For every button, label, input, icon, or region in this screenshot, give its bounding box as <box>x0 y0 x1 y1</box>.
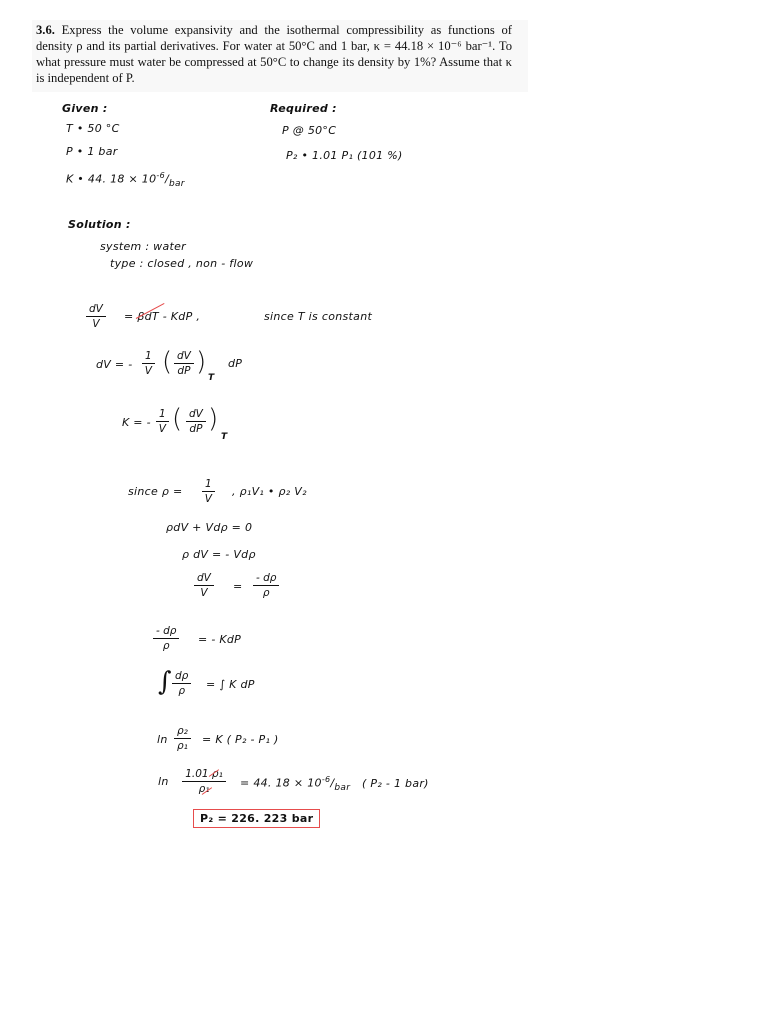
step8-fraction: - dρ ρ <box>153 625 179 652</box>
step4-since: since ρ = <box>128 485 183 498</box>
step3-fraction-dv-dp: dV dP <box>186 408 206 435</box>
step7-fraction-left: dV V <box>194 572 214 599</box>
step4-rhs: , ρ₁V₁ • ρ₂ V₂ <box>232 485 307 498</box>
step8-rhs: = - KdP <box>198 633 242 646</box>
solution-system: system : water <box>100 240 187 253</box>
required-density: P₂ • 1.01 P₁ (101 %) <box>286 149 403 162</box>
step1-fraction: dV V <box>86 303 106 330</box>
step1-equation: = βdT - KdP , <box>124 310 201 323</box>
required-heading: Required : <box>270 102 337 115</box>
step2-fraction-dv-dp: dV dP <box>174 350 194 377</box>
problem-text: Express the volume expansivity and the isothermal compressibility as functions of density ρ and its partial derivatives. For water at 50°C and 1 bar, κ = 44.18 × 10⁻⁶ bar⁻¹. To what pressure must water be compressed at 50°C to change its density by 1%? Assume that κ is independent of P. <box>36 23 512 85</box>
step2-fraction-one-over-v: 1 V <box>142 350 155 377</box>
final-answer: P₂ = 226. 223 bar <box>200 812 314 825</box>
step7-equals: = <box>233 580 243 593</box>
step3-lhs: K = - <box>122 416 151 429</box>
step4-fraction: 1 V <box>202 478 215 505</box>
solution-type: type : closed , non - flow <box>110 257 254 270</box>
step3-fraction-one-over-v: 1 V <box>156 408 169 435</box>
step5-equation: ρdV + Vdρ = 0 <box>166 521 253 534</box>
given-heading: Given : <box>62 102 108 115</box>
problem-statement <box>36 22 512 86</box>
step11-ln: ln <box>158 775 169 788</box>
step2-subscript: T <box>208 373 215 383</box>
step2-paren-right: ) <box>196 347 207 377</box>
step10-fraction: ρ₂ ρ₁ <box>174 725 191 752</box>
step11-fraction: 1.01 ρ₁ ρ₁ <box>182 768 226 795</box>
required-pressure: P @ 50°C <box>282 124 337 137</box>
step9-fraction: dρ ρ <box>172 670 191 697</box>
step2-paren-left: ( <box>162 347 173 377</box>
step7-fraction-right: - dρ ρ <box>253 572 279 599</box>
integral-sign-left: ∫ <box>158 667 172 697</box>
step3-subscript: T <box>221 432 228 442</box>
problem-number: 3.6. <box>36 23 55 37</box>
step9-rhs: = ∫ K dP <box>206 678 255 691</box>
given-kappa: K • 44. $18 \times 10^{-6}/_{bar}$ <box>66 171 185 189</box>
step3-paren-right: ) <box>208 404 219 434</box>
step10-rhs: = K ( P₂ - P₁ ) <box>202 733 279 746</box>
given-temperature: T • 50 °C <box>66 122 120 135</box>
step6-equation: ρ dV = - Vdρ <box>182 548 256 561</box>
step2-rhs: dP <box>228 357 243 370</box>
solution-heading: Solution : <box>68 218 131 231</box>
step2-lhs: dV = - <box>96 358 133 371</box>
step11-rhs: = 44. $18 \times 10^{-6}/_{bar}$ ( P₂ - 1 bar) <box>240 775 429 793</box>
step1-note: since T is constant <box>264 310 373 323</box>
step10-ln: ln <box>157 733 168 746</box>
given-pressure: P • 1 bar <box>66 145 118 158</box>
step3-paren-left: ( <box>172 404 183 434</box>
